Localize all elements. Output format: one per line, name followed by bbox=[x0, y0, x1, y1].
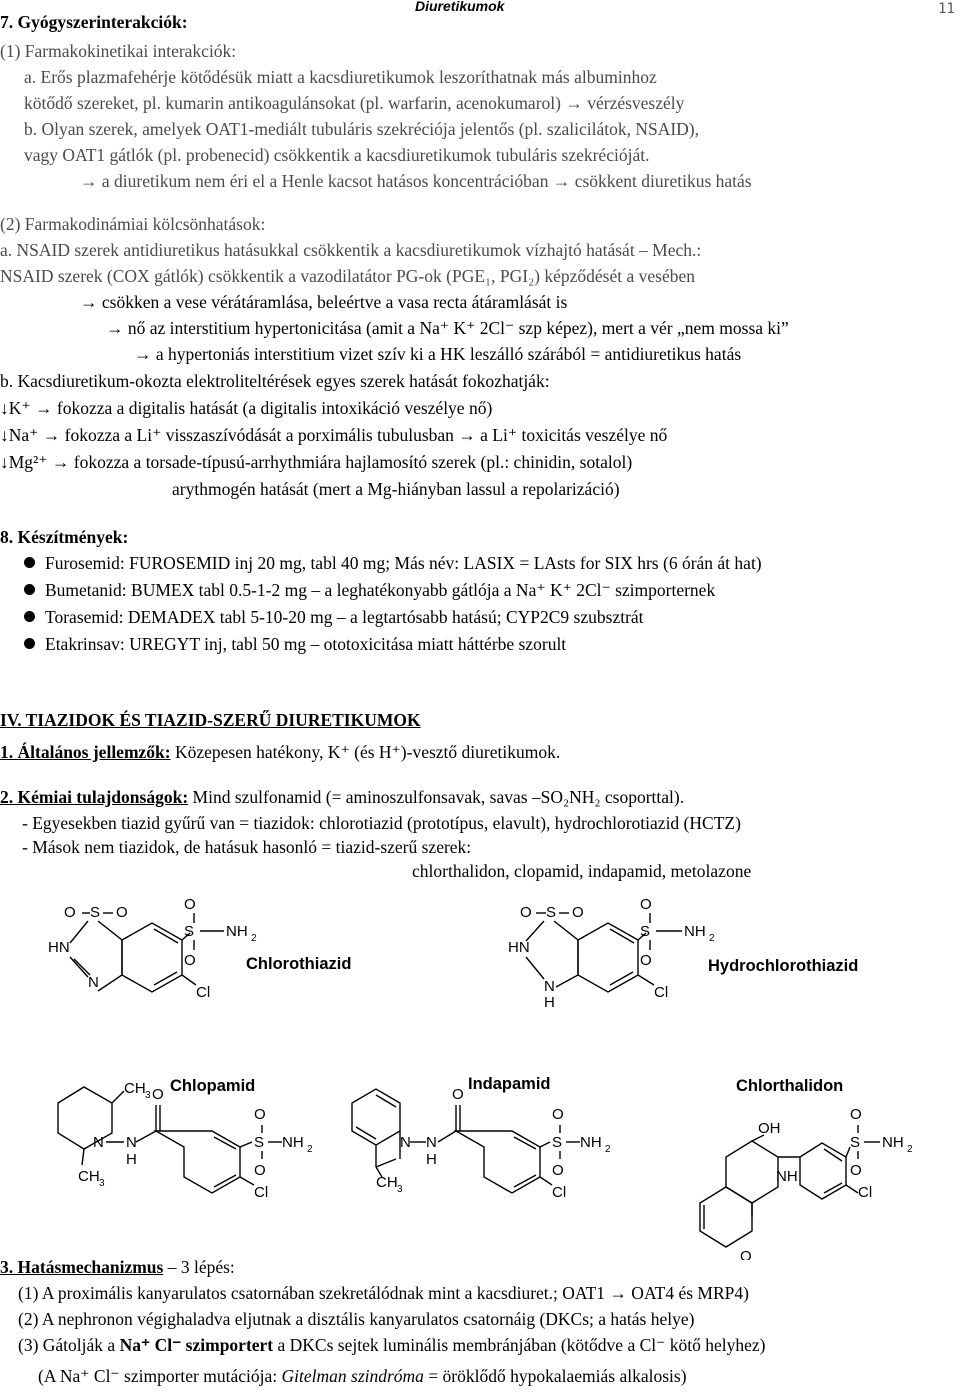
svg-text:O: O bbox=[520, 904, 532, 921]
svg-text:H: H bbox=[126, 1151, 137, 1168]
svg-text:S: S bbox=[254, 1134, 265, 1151]
text-line: - Egyesekben tiazid gyűrű van = tiazidok: chlorotiazid (prototípus, elavult), hydrochlorotiazid (HCTZ) bbox=[22, 813, 741, 833]
svg-text:CH: CH bbox=[124, 1080, 146, 1097]
text-line: ↓Mg²⁺ → fokozza a torsade-típusú-arrhythmiára hajlamosító szerek (pl.: chinidin, sotalol) bbox=[0, 452, 633, 472]
svg-text:S: S bbox=[184, 923, 195, 940]
text-line: ↓K⁺ → fokozza a digitalis hatását (a digitalis intoxikáció veszélye nő) bbox=[0, 398, 493, 418]
chemical-structures bbox=[0, 885, 960, 1260]
svg-text:O: O bbox=[254, 1162, 266, 1179]
bullet-icon bbox=[24, 611, 35, 622]
indapamide-structure bbox=[352, 1086, 611, 1201]
svg-text:N: N bbox=[426, 1134, 437, 1151]
clopamide-structure bbox=[58, 1080, 313, 1201]
svg-text:NH: NH bbox=[684, 923, 706, 940]
svg-text:S: S bbox=[552, 1134, 563, 1151]
structure-label: Indapamid bbox=[468, 1075, 551, 1093]
svg-text:O: O bbox=[740, 1248, 752, 1260]
svg-text:O: O bbox=[452, 1086, 464, 1103]
structure-label: Chlorthalidon bbox=[736, 1077, 844, 1095]
text-line: → a diuretikum nem éri el a Henle kacsot hatásos koncentrációban → csökkent diuretikus hatás bbox=[80, 171, 752, 191]
page-number: 11 bbox=[938, 1, 955, 17]
hydrochlorothiazide-structure bbox=[508, 896, 715, 1011]
svg-text:NH: NH bbox=[882, 1134, 904, 1151]
svg-text:O: O bbox=[640, 952, 652, 969]
svg-text:S: S bbox=[850, 1134, 861, 1151]
svg-text:O: O bbox=[850, 1162, 862, 1179]
svg-text:Cl: Cl bbox=[654, 984, 669, 1001]
section-iv-title: IV. TIAZIDOK ÉS TIAZID-SZERŰ DIURETIKUMOK bbox=[0, 710, 421, 730]
list-item: Furosemid: FUROSEMID inj 20 mg, tabl 40 mg; Más név: LASIX = LAsts for SIX hrs (6 órán át hat) bbox=[24, 553, 762, 573]
chlorothiazide-structure bbox=[48, 896, 257, 1001]
svg-text:N: N bbox=[126, 1134, 137, 1151]
svg-text:O: O bbox=[254, 1106, 266, 1123]
bullet-icon bbox=[24, 584, 35, 595]
text-line: (2) A nephronon végighaladva eljutnak a disztális kanyarulatos csatornáig (DKCs; a hatás helye) bbox=[18, 1309, 695, 1329]
text-line: (A Na⁺ Cl⁻ szimporter mutációja: Gitelman szindróma = öröklődő hypokalaemiás alkalosis) bbox=[38, 1366, 687, 1386]
text-line: → nő az interstitium hypertonicitása (amit a Na⁺ K⁺ 2Cl⁻ szp képez), mert a vér „nem mossa ki” bbox=[106, 318, 789, 338]
svg-text:3: 3 bbox=[145, 1090, 151, 1101]
svg-text:NH: NH bbox=[226, 923, 248, 940]
svg-text:O: O bbox=[64, 904, 76, 921]
svg-text:Cl: Cl bbox=[858, 1184, 873, 1201]
svg-text:N: N bbox=[400, 1134, 411, 1151]
text-line: 3. Hatásmechanizmus – 3 lépés: bbox=[0, 1257, 235, 1277]
bullet-icon bbox=[24, 557, 35, 568]
pd-heading: (2) Farmakodinámiai kölcsönhatások: bbox=[0, 214, 266, 234]
structure-label: Chlopamid bbox=[170, 1077, 256, 1095]
running-header: Diuretikumok bbox=[415, 0, 505, 14]
text-line: chlorthalidon, clopamid, indapamid, metolazone bbox=[412, 861, 752, 881]
text-line: (1) A proximális kanyarulatos csatornában szekretálódnak mint a kacsdiuret.; OAT1 → OAT4 és MRP4) bbox=[18, 1283, 749, 1303]
text-line: - Mások nem tiazidok, de hatásuk hasonló = tiazid-szerű szerek: bbox=[22, 837, 472, 857]
svg-text:OH: OH bbox=[758, 1120, 781, 1137]
svg-text:O: O bbox=[116, 904, 128, 921]
text-line: NSAID szerek (COX gátlók) csökkentik a vazodilatátor PG-ok (PGE₁, PGI₂) képződését a vesében bbox=[0, 266, 696, 286]
text-line: kötődő szereket, pl. kumarin antikoagulánsokat (pl. warfarin, acenokumarol) → vérzésveszély bbox=[24, 93, 685, 113]
svg-text:2: 2 bbox=[251, 933, 257, 944]
svg-text:O: O bbox=[850, 1106, 862, 1123]
chlorthalidone-structure bbox=[700, 1106, 913, 1260]
structure-label: Hydrochlorothiazid bbox=[708, 957, 859, 975]
svg-text:H: H bbox=[544, 994, 555, 1011]
svg-text:2: 2 bbox=[605, 1144, 611, 1155]
text-line: (3) Gátolják a Na⁺ Cl⁻ szimportert a DKCs sejtek luminális membránjában (kötődve a Cl⁻ kötő helyhez) bbox=[18, 1335, 766, 1355]
text-line: arythmogén hatását (mert a Mg-hiányban lassul a repolarizáció) bbox=[172, 479, 620, 499]
svg-text:O: O bbox=[184, 952, 196, 969]
svg-text:N: N bbox=[93, 1134, 104, 1151]
text-line: ↓Na⁺ → fokozza a Li⁺ visszaszívódását a porximális tubulusban → a Li⁺ toxicitás veszélye nő bbox=[0, 425, 668, 445]
text-line: 2. Kémiai tulajdonságok: Mind szulfonamid (= aminoszulfonsavak, savas –SO₂NH₂ csoporttal). bbox=[0, 787, 685, 807]
list-item: Bumetanid: BUMEX tabl 0.5-1-2 mg – a leghatékonyabb gátlója a Na⁺ K⁺ 2Cl⁻ szimporternek bbox=[24, 580, 715, 600]
text-line: b. Kacsdiuretikum-okozta elektroliteltérések egyes szerek hatását fokozhatják: bbox=[0, 371, 550, 391]
svg-text:HN: HN bbox=[48, 939, 70, 956]
svg-text:2: 2 bbox=[709, 933, 715, 944]
svg-text:N: N bbox=[544, 978, 555, 995]
svg-text:HN: HN bbox=[508, 939, 530, 956]
text-line: → csökken a vese vérátáramlása, beleértve a vasa recta átáramlását is bbox=[80, 292, 568, 312]
svg-text:O: O bbox=[572, 904, 584, 921]
section-7-title: 7. Gyógyszerinterakciók: bbox=[0, 12, 188, 32]
svg-text:O: O bbox=[552, 1162, 564, 1179]
text-line: b. Olyan szerek, amelyek OAT1-mediált tubuláris szekréciója jelentős (pl. szalicilátok, NSAID), bbox=[24, 119, 699, 139]
svg-text:H: H bbox=[426, 1151, 437, 1168]
bullet-icon bbox=[24, 638, 35, 649]
text-line: 1. Általános jellemzők: Közepesen hatékony, K⁺ (és H⁺)-vesztő diuretikumok. bbox=[0, 742, 561, 762]
svg-text:N: N bbox=[88, 974, 99, 991]
text-line: a. Erős plazmafehérje kötődésük miatt a kacsdiuretikumok leszoríthatnak más albuminhoz bbox=[24, 67, 657, 87]
svg-text:S: S bbox=[546, 904, 557, 921]
svg-text:2: 2 bbox=[907, 1144, 913, 1155]
svg-text:Cl: Cl bbox=[196, 984, 211, 1001]
svg-text:Cl: Cl bbox=[552, 1184, 567, 1201]
svg-text:O: O bbox=[552, 1106, 564, 1123]
list-item: Torasemid: DEMADEX tabl 5-10-20 mg – a legtartósabb hatású; CYP2C9 szubsztrát bbox=[24, 607, 644, 627]
list-item: Etakrinsav: UREGYT inj, tabl 50 mg – ototoxicitása miatt háttérbe szorult bbox=[24, 634, 566, 654]
svg-text:NH: NH bbox=[776, 1168, 798, 1185]
svg-text:S: S bbox=[90, 904, 101, 921]
svg-text:3: 3 bbox=[99, 1178, 105, 1189]
svg-text:O: O bbox=[640, 896, 652, 913]
svg-text:Cl: Cl bbox=[254, 1184, 269, 1201]
text-line: → a hypertoniás interstitium vizet szív ki a HK leszálló szárából = antidiuretikus hatás bbox=[134, 344, 742, 364]
section-8-title: 8. Készítmények: bbox=[0, 527, 129, 547]
svg-text:NH: NH bbox=[282, 1134, 304, 1151]
svg-text:NH: NH bbox=[580, 1134, 602, 1151]
svg-text:O: O bbox=[184, 896, 196, 913]
structure-label: Chlorothiazid bbox=[246, 955, 352, 973]
svg-text:CH: CH bbox=[78, 1168, 100, 1185]
svg-text:2: 2 bbox=[307, 1144, 313, 1155]
svg-text:S: S bbox=[640, 923, 651, 940]
pk-heading: (1) Farmakokinetikai interakciók: bbox=[0, 41, 237, 61]
text-line: a. NSAID szerek antidiuretikus hatásukkal csökkentik a kacsdiuretikumok vízhajtó hatását – Mech.: bbox=[0, 240, 702, 260]
svg-text:CH: CH bbox=[376, 1174, 398, 1191]
text-line: vagy OAT1 gátlók (pl. probenecid) csökkentik a kacsdiuretikumok tubuláris szekrécióját. bbox=[24, 145, 650, 165]
svg-text:O: O bbox=[152, 1086, 164, 1103]
svg-text:3: 3 bbox=[397, 1184, 403, 1195]
